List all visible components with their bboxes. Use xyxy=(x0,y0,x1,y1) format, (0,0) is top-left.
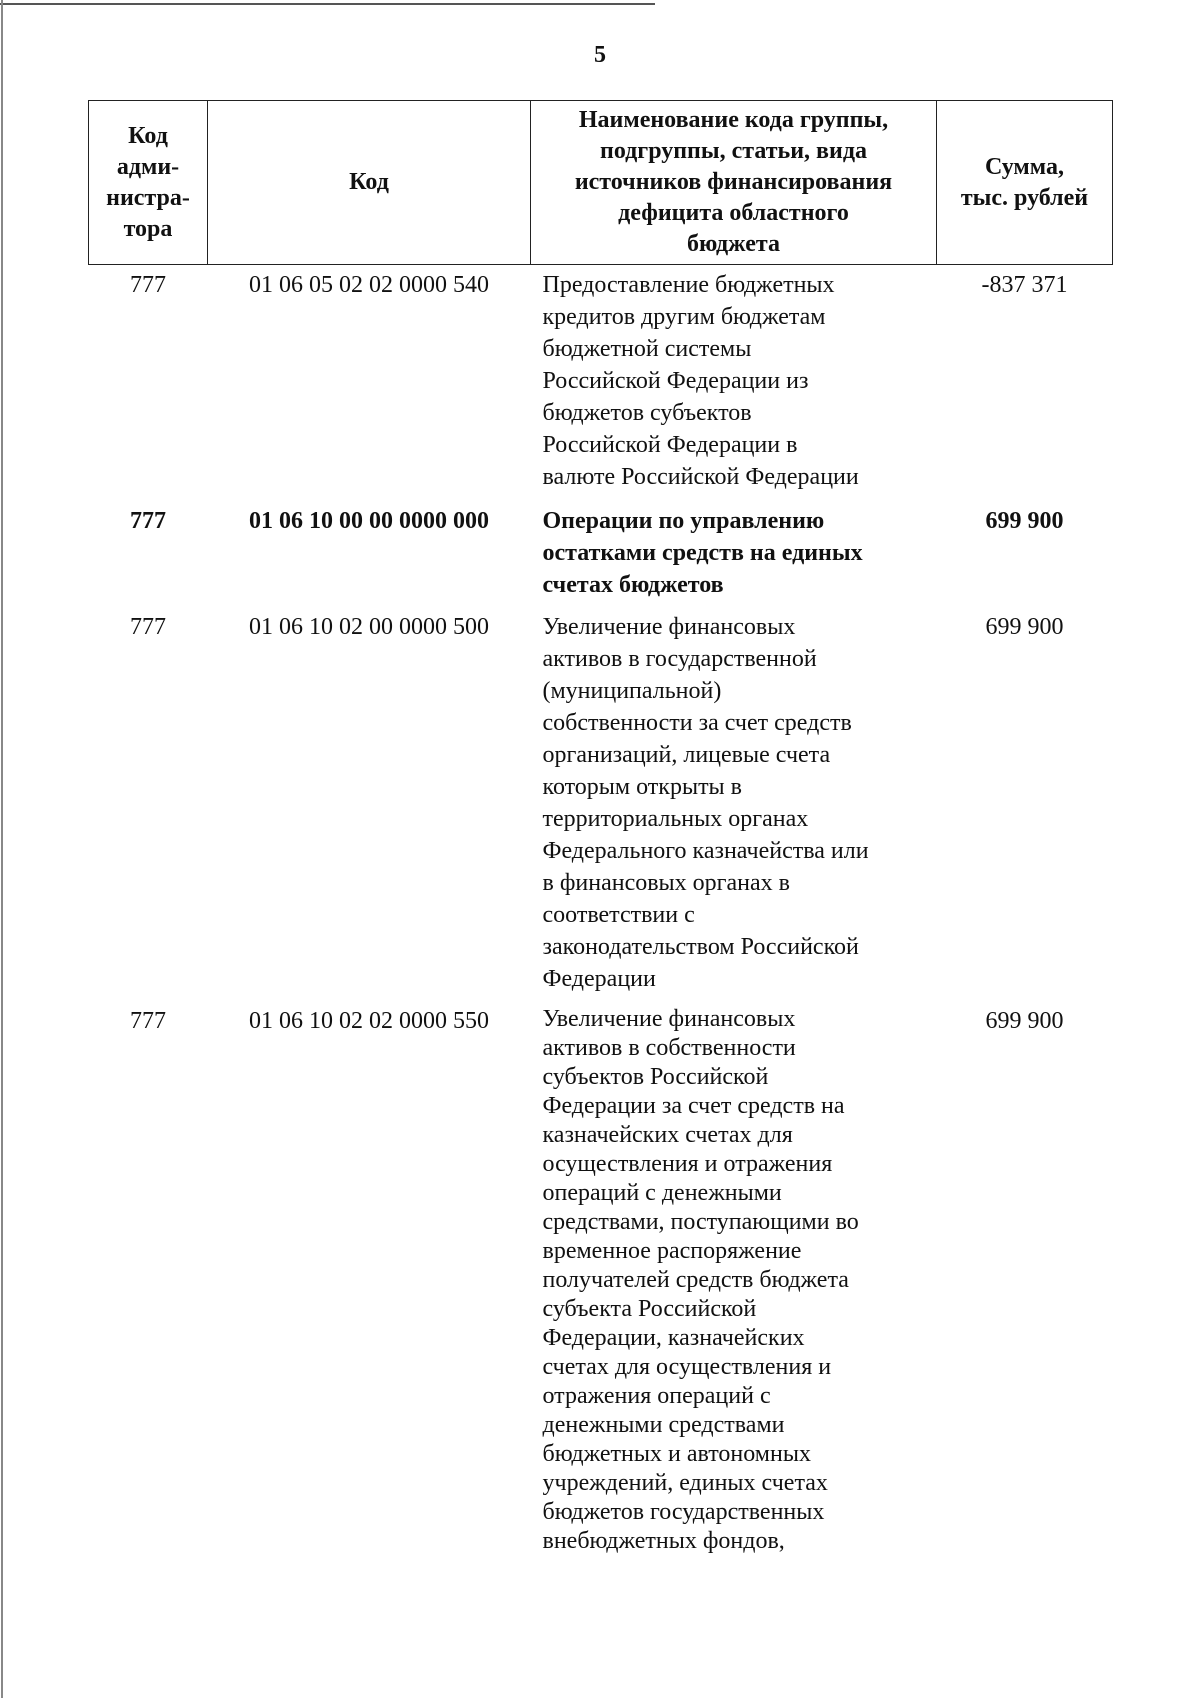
scan-edge-top xyxy=(0,3,655,5)
cell-sum: 699 900 xyxy=(985,614,1064,640)
cell-code: 01 06 10 00 00 0000 000 xyxy=(249,508,489,534)
cell-admin: 777 xyxy=(130,508,166,534)
cell-sum: 699 900 xyxy=(985,508,1064,534)
cell-name: Операции по управлению остатками средств на единых счетах бюджетов xyxy=(542,508,863,598)
page-number: 5 xyxy=(594,42,606,68)
cell-sum: -837 371 xyxy=(981,272,1068,298)
cell-admin: 777 xyxy=(130,272,166,298)
table-row xyxy=(89,499,1113,607)
cell-admin: 777 xyxy=(130,1008,166,1034)
cell-name: Увеличение финансовых активов в государственной (муниципальной) собственности за счет средств организаций, лицевые счета которым открыты в территориальных органах Федерального казначейства или в финансовых органах в соответствии с законодательством Российской Федерации xyxy=(542,614,869,992)
header-admin-code: Код адми- нистра- тора xyxy=(89,101,208,265)
table-row xyxy=(89,1001,1113,1562)
header-sum: Сумма, тыс. рублей xyxy=(937,101,1113,265)
header-code: Код xyxy=(208,101,531,265)
table-row xyxy=(89,607,1113,1001)
cell-name: Увеличение финансовых активов в собственности субъектов Российской Федерации за счет средств на казначейских счетах для осуществления и отражения операций с денежными средствами, поступающими во временное распоряжение получателей средств бюджета субъекта Российской Федерации, казначейских счетах для осуществления и отражения операций с денежными средствами бюджетных и автономных учреждений, единых счетах бюджетов государственных внебюджетных фондов, xyxy=(542,1006,859,1554)
table-header-row xyxy=(89,101,1113,265)
table-row xyxy=(89,265,1113,500)
cell-sum: 699 900 xyxy=(985,1008,1064,1034)
cell-code: 01 06 05 02 02 0000 540 xyxy=(249,272,489,298)
header-name: Наименование кода группы, подгруппы, статьи, вида источников финансирования дефицита областного бюджета xyxy=(531,101,937,265)
sources-financing-table xyxy=(88,100,1113,1562)
cell-name: Предоставление бюджетных кредитов другим бюджетам бюджетной системы Российской Федерации из бюджетов субъектов Российской Федерации в валюте Российской Федерации xyxy=(542,272,859,490)
cell-code: 01 06 10 02 00 0000 500 xyxy=(249,614,489,640)
cell-admin: 777 xyxy=(130,614,166,640)
scan-edge-left xyxy=(1,0,3,1698)
cell-code: 01 06 10 02 02 0000 550 xyxy=(249,1008,489,1034)
